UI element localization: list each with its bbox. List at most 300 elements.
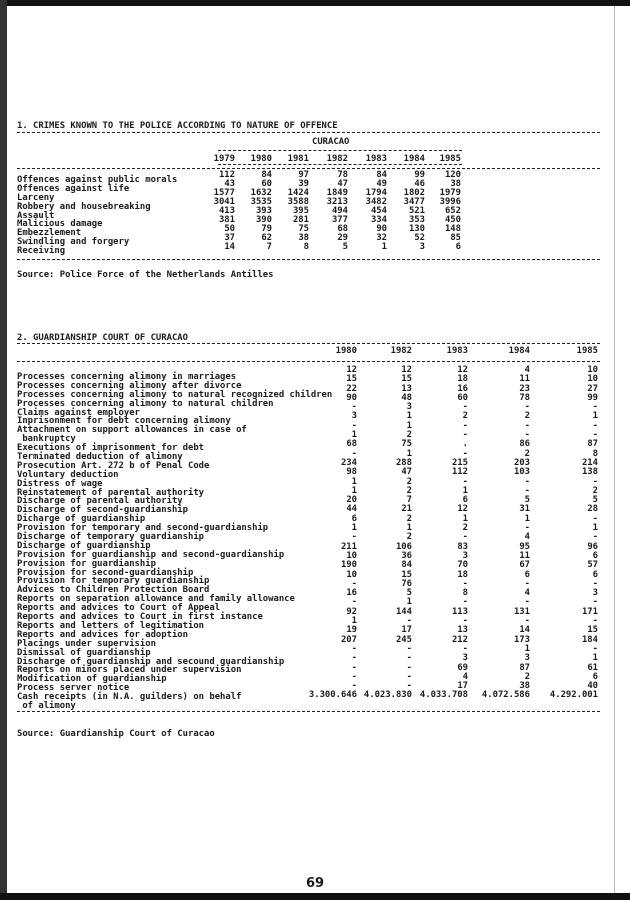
row-label: Reports on separation allowance and family allowance	[17, 594, 295, 605]
table-cell: 2	[462, 411, 468, 422]
table-cell: 3	[524, 653, 530, 664]
table-cell: 5	[406, 588, 412, 599]
scan-top-edge	[0, 0, 630, 6]
table-cell: 67	[519, 560, 530, 571]
row-label: Discharge of parental authority	[17, 496, 183, 507]
table-cell: 377	[331, 215, 348, 225]
row-label: Provision for second-guardianship	[17, 567, 194, 578]
table-cell: 6	[524, 569, 530, 580]
table-cell: 15	[401, 374, 412, 385]
row-label: Distress of wage	[17, 478, 103, 489]
table-cell: 281	[292, 215, 309, 225]
year-header-row	[0, 347, 630, 356]
table2-values	[0, 366, 630, 701]
table-cell: 10	[346, 550, 357, 561]
table-cell: 381	[218, 215, 235, 225]
row-label: Dismissal of guardianship	[17, 647, 151, 658]
table-row	[0, 243, 630, 252]
table-cell: 10	[346, 569, 357, 580]
table-cell: 12	[457, 504, 468, 515]
table-cell: 494	[331, 206, 348, 216]
table-cell: 79	[261, 224, 272, 234]
table-cell: -	[592, 616, 598, 627]
table-cell: 6	[592, 569, 598, 580]
table-cell: -	[462, 402, 468, 413]
table-cell: 18	[457, 374, 468, 385]
row-label: Larceny	[17, 192, 55, 203]
table-cell: 393	[255, 206, 272, 216]
table-cell: 5	[342, 242, 348, 252]
table-cell: 84	[261, 170, 272, 180]
table-cell: -	[351, 681, 357, 692]
table1-title: 1. CRIMES KNOWN TO THE POLICE ACCORDING TO NATURE OF OFFENCE	[17, 121, 338, 131]
table-row	[0, 412, 630, 421]
table-cell: 23	[519, 383, 530, 394]
table-cell: -	[592, 643, 598, 654]
table-cell: 3996	[439, 197, 461, 207]
table-cell: 413	[218, 206, 235, 216]
table1-group-header: CURACAO	[312, 137, 350, 147]
table-cell: 2	[406, 485, 412, 496]
table-cell: 1	[462, 513, 468, 524]
table-cell: 20	[346, 495, 357, 506]
row-label: Discharge of guardianship and secound guardianship	[17, 656, 285, 667]
row-label: Inprisonment for debt concerning alimony	[17, 416, 231, 427]
table-cell: 103	[513, 467, 530, 478]
table-cell: 15	[346, 374, 357, 385]
table-cell: 40	[587, 681, 598, 692]
table-row	[0, 567, 630, 580]
table-cell: 1	[351, 430, 357, 441]
row-label: bankruptcy	[17, 434, 76, 445]
table-cell: 1	[592, 523, 598, 534]
table-cell: 3	[406, 402, 412, 413]
table-row	[0, 189, 630, 198]
row-label: Dicharge of guardianship	[17, 514, 146, 525]
row-label: Processes concerning alimony to natural children	[17, 398, 274, 409]
table-cell: 2	[406, 476, 412, 487]
table-cell: 3482	[365, 197, 387, 207]
table-cell: 38	[519, 681, 530, 692]
table-row	[0, 558, 630, 571]
table-cell: 8	[303, 242, 309, 252]
table-cell: 1424	[287, 188, 309, 198]
table-cell: 245	[395, 634, 412, 645]
table1-values	[0, 171, 630, 252]
table-cell: 47	[337, 179, 348, 189]
row-label: Receiving	[17, 246, 66, 257]
table-row	[0, 598, 630, 607]
table-cell: 1577	[213, 188, 235, 198]
table-cell: -	[592, 430, 598, 441]
table-cell: 31	[519, 504, 530, 515]
table-cell: 50	[224, 224, 235, 234]
row-label: Processes concerning alimony to natural recognized children	[17, 389, 333, 400]
table-cell: 1	[406, 523, 412, 534]
divider	[17, 361, 600, 362]
table-cell: -	[462, 532, 468, 543]
table-row	[0, 636, 630, 645]
table-cell: 1	[592, 653, 598, 664]
table-cell: 3	[419, 242, 425, 252]
table-row	[0, 216, 630, 225]
table-cell: -	[592, 578, 598, 589]
table-cell: 14	[519, 625, 530, 636]
table-cell: 16	[457, 383, 468, 394]
table-cell: 6	[351, 513, 357, 524]
divider	[17, 132, 600, 133]
table-cell: 1	[406, 411, 412, 422]
table-cell: 1	[462, 485, 468, 496]
table-cell: 43	[224, 179, 235, 189]
row-label: Discharge of second-guardianship	[17, 505, 188, 516]
table-cell: 38	[298, 233, 309, 243]
table-cell: 4.023.830	[363, 690, 412, 701]
table-cell: 84	[376, 170, 387, 180]
table-cell: -	[351, 448, 357, 459]
table-row	[0, 171, 630, 180]
table-cell: 3213	[326, 197, 348, 207]
table-cell: -	[524, 597, 530, 608]
table-cell: 15	[401, 569, 412, 580]
table-cell: 61	[587, 662, 598, 673]
row-label: Processes concerning alimony after divorce	[17, 380, 242, 391]
table-cell: 46	[414, 179, 425, 189]
table-cell: 1	[524, 643, 530, 654]
table-cell: 36	[401, 550, 412, 561]
table-cell: 173	[513, 634, 530, 645]
scan-bottom-edge	[0, 893, 630, 900]
table-row	[0, 385, 630, 394]
table-cell: 57	[587, 560, 598, 571]
table-cell: 1632	[250, 188, 272, 198]
table-cell: 92	[346, 606, 357, 617]
table-row	[0, 468, 630, 477]
table-cell: 120	[444, 170, 461, 180]
row-label: Reports and advices to Court of Appeal	[17, 603, 221, 614]
year-header: 1982	[326, 154, 348, 164]
table-row	[0, 662, 630, 676]
table-cell: 75	[298, 224, 309, 234]
table-cell: 5	[524, 495, 530, 506]
row-label: Reports and advices to Court in first instance	[17, 612, 263, 623]
row-label: Assault	[17, 210, 55, 221]
table-cell: 62	[261, 233, 272, 243]
row-label: Placings under supervision	[17, 638, 156, 649]
table-cell: 7	[266, 242, 272, 252]
row-label: Provision for guardianship and second-guardianship	[17, 549, 285, 560]
table-cell: 1	[406, 420, 412, 431]
table-cell: 353	[408, 215, 425, 225]
table-cell: 48	[401, 392, 412, 403]
table-cell: 2	[524, 671, 530, 682]
table-cell: 2	[592, 485, 598, 496]
row-label: Reports and letters of legitimation	[17, 620, 205, 631]
table-cell: -	[592, 597, 598, 608]
table-cell: 2	[524, 411, 530, 422]
table-cell: -	[524, 485, 530, 496]
table-cell: -	[592, 532, 598, 543]
page-number: 69	[306, 876, 325, 891]
table-cell: 49	[376, 179, 387, 189]
table-cell: 2	[524, 448, 530, 459]
table-cell: -	[351, 653, 357, 664]
table-cell: 2	[406, 532, 412, 543]
table-cell: 454	[370, 206, 387, 216]
table-cell: -	[524, 578, 530, 589]
table-cell: 652	[444, 206, 461, 216]
table-cell: 76	[401, 578, 412, 589]
table-cell: 215	[451, 457, 468, 468]
table-cell: 214	[581, 457, 598, 468]
table-cell: .	[462, 439, 468, 450]
row-label: Reinstatement of parental authority	[17, 487, 205, 498]
year-header: 1980	[250, 154, 272, 164]
table-cell: -	[524, 430, 530, 441]
table-row	[0, 422, 630, 431]
table-cell: 8	[462, 588, 468, 599]
table-row	[0, 549, 630, 561]
table-cell: 6	[592, 671, 598, 682]
table-cell: 15	[587, 625, 598, 636]
table-cell: 27	[587, 383, 598, 394]
table-cell: 17	[401, 625, 412, 636]
row-label: Prosecution Art. 272 b of Penal Code	[17, 460, 210, 471]
row-label: Provision for guardianship	[17, 558, 156, 569]
table-cell: 1979	[439, 188, 461, 198]
table-cell: 1	[381, 242, 387, 252]
table-cell: 12	[346, 365, 357, 375]
table-row	[0, 524, 630, 533]
table-cell: 98	[346, 467, 357, 478]
table-cell: 203	[513, 457, 530, 468]
table-cell: 395	[292, 206, 309, 216]
table-cell: -	[592, 513, 598, 524]
table-cell: 1	[351, 616, 357, 627]
table-cell: 19	[346, 625, 357, 636]
table-cell: 69	[457, 662, 468, 673]
table-row	[0, 394, 630, 403]
table-cell: 60	[457, 392, 468, 403]
divider	[218, 150, 462, 151]
table-cell: 1	[351, 485, 357, 496]
table-cell: -	[406, 643, 412, 654]
table-cell: -	[524, 476, 530, 487]
table-cell: 212	[451, 634, 468, 645]
table-cell: 22	[346, 383, 357, 394]
table-cell: -	[351, 578, 357, 589]
row-label: Swindling and forgery	[17, 237, 130, 248]
table-cell: 78	[519, 392, 530, 403]
table-cell: 1849	[326, 188, 348, 198]
row-label: Cash receipts (in N.A. guilders) on behalf	[17, 692, 242, 703]
table-cell: 113	[451, 606, 468, 617]
table-row	[0, 505, 630, 514]
table-cell: -	[524, 420, 530, 431]
table-cell: 11	[519, 550, 530, 561]
table-cell: -	[592, 476, 598, 487]
table-cell: 3	[351, 411, 357, 422]
table-cell: -	[524, 402, 530, 413]
table-cell: 1	[351, 523, 357, 534]
table-cell: 4.072.586	[481, 690, 530, 701]
table-cell: 3041	[213, 197, 235, 207]
table-cell: 60	[261, 179, 272, 189]
year-header: 1982	[390, 346, 412, 356]
table-row	[0, 671, 630, 685]
table-row	[0, 690, 630, 703]
table-cell: 17	[457, 681, 468, 692]
table-row	[0, 487, 630, 496]
table2-source: Source: Guardianship Court of Curacao	[17, 729, 215, 739]
table-row	[0, 533, 630, 542]
year-header: 1981	[287, 154, 309, 164]
table-cell: 16	[346, 588, 357, 599]
row-label: Executions of imprisonment for debt	[17, 443, 205, 454]
row-label: Voluntary deduction	[17, 469, 119, 480]
year-header: 1979	[213, 154, 235, 164]
table-cell: 12	[457, 365, 468, 375]
table-cell: -	[462, 597, 468, 608]
table-row	[0, 478, 630, 487]
table-row	[0, 372, 630, 385]
table-cell: 6	[462, 495, 468, 506]
table2-title: 2. GUARDIANSHIP COURT OF CURACAO	[17, 333, 188, 343]
table-cell: 11	[519, 374, 530, 385]
table-cell: 3	[462, 550, 468, 561]
table-cell: 4	[524, 365, 530, 375]
row-label: Process server notice	[17, 683, 130, 694]
table-cell: 78	[337, 170, 348, 180]
table-cell: 211	[340, 541, 357, 552]
row-label: Reports on minors placed under supervision	[17, 665, 242, 676]
table-cell: 32	[376, 233, 387, 243]
row-label: Terminated deduction of alimony	[17, 452, 183, 463]
table-row	[0, 540, 630, 552]
table-cell: 1	[592, 411, 598, 422]
table-cell: 29	[337, 233, 348, 243]
row-label: Attachment on support allowances in case of	[17, 425, 247, 436]
year-header: 1984	[403, 154, 425, 164]
table-cell: 70	[457, 560, 468, 571]
table-cell: 68	[346, 439, 357, 450]
table-cell: 39	[298, 179, 309, 189]
table-cell: -	[406, 671, 412, 682]
row-label: Robbery and housebreaking	[17, 201, 151, 212]
table-cell: -	[406, 662, 412, 673]
table-cell: 8	[592, 448, 598, 459]
row-label: Embezzlement	[17, 228, 82, 239]
row-label: Offences against life	[17, 183, 130, 194]
table-cell: -	[406, 681, 412, 692]
table-cell: 99	[414, 170, 425, 180]
table1-year-header	[0, 155, 630, 164]
divider	[17, 711, 600, 712]
table-cell: 90	[376, 224, 387, 234]
table-cell: 10	[587, 365, 598, 375]
table-cell: -	[406, 653, 412, 664]
table-cell: 4	[462, 671, 468, 682]
row-label: Claims against employer	[17, 407, 140, 418]
table-cell: 3535	[250, 197, 272, 207]
table-cell: 190	[340, 560, 357, 571]
row-label: Provision for temporary and second-guardianship	[17, 523, 269, 534]
table-row	[0, 431, 630, 440]
table-cell: -	[462, 430, 468, 441]
table-cell: -	[351, 532, 357, 543]
divider	[218, 164, 462, 165]
table-cell: 2	[462, 523, 468, 534]
table-cell: -	[406, 616, 412, 627]
year-header-row	[0, 155, 630, 164]
table-cell: -	[524, 616, 530, 627]
row-label: Offences against public morals	[17, 175, 178, 185]
row-label: Provision for temporary guardianship	[17, 576, 210, 587]
table-row	[0, 198, 630, 207]
table-row	[0, 440, 630, 449]
table-cell: 112	[451, 467, 468, 478]
table-cell: 4.292.001	[549, 690, 598, 701]
table-cell: -	[462, 476, 468, 487]
year-header: 1985	[439, 154, 461, 164]
table-cell: -	[351, 420, 357, 431]
table-cell: -	[462, 643, 468, 654]
divider	[17, 259, 600, 260]
table-cell: 6	[592, 550, 598, 561]
table-cell: 2	[406, 430, 412, 441]
table-cell: 75	[401, 439, 412, 450]
divider	[17, 168, 600, 169]
row-label: Advices to Children Protection Board	[17, 585, 210, 596]
row-label: Discharge of temporary guardianship	[17, 532, 205, 543]
table-cell: -	[592, 420, 598, 431]
table-row	[0, 589, 630, 598]
table-cell: 184	[581, 634, 598, 645]
table-cell: 86	[519, 439, 530, 450]
table-cell: -	[462, 616, 468, 627]
table-cell: 1	[406, 597, 412, 608]
table-cell: 2	[406, 513, 412, 524]
table-cell: 234	[340, 457, 357, 468]
table-cell: 13	[401, 383, 412, 394]
table-cell: 288	[395, 457, 412, 468]
row-label: Reports and advices for adoption	[17, 629, 188, 640]
year-header: 1983	[446, 346, 468, 356]
year-header: 1985	[576, 346, 598, 356]
table-cell: 84	[401, 560, 412, 571]
table-cell: -	[351, 643, 357, 654]
table-cell: 7	[406, 495, 412, 506]
table-cell: 450	[444, 215, 461, 225]
table-row	[0, 645, 630, 654]
table-cell: 18	[457, 569, 468, 580]
table-cell: 68	[337, 224, 348, 234]
table-cell: 144	[395, 606, 412, 617]
table-cell: 6	[455, 242, 461, 252]
table-cell: 28	[587, 504, 598, 515]
table-row	[0, 225, 630, 234]
table-cell: 1	[406, 448, 412, 459]
table-cell: 521	[408, 206, 425, 216]
row-label: of alimony	[17, 700, 76, 711]
table-cell: 87	[519, 662, 530, 673]
table-cell: 96	[587, 541, 598, 552]
table-cell: 14	[224, 242, 235, 252]
table-cell: 334	[370, 215, 387, 225]
table-cell: -	[462, 448, 468, 459]
table-cell: 99	[587, 392, 598, 403]
table-cell: 85	[450, 233, 461, 243]
